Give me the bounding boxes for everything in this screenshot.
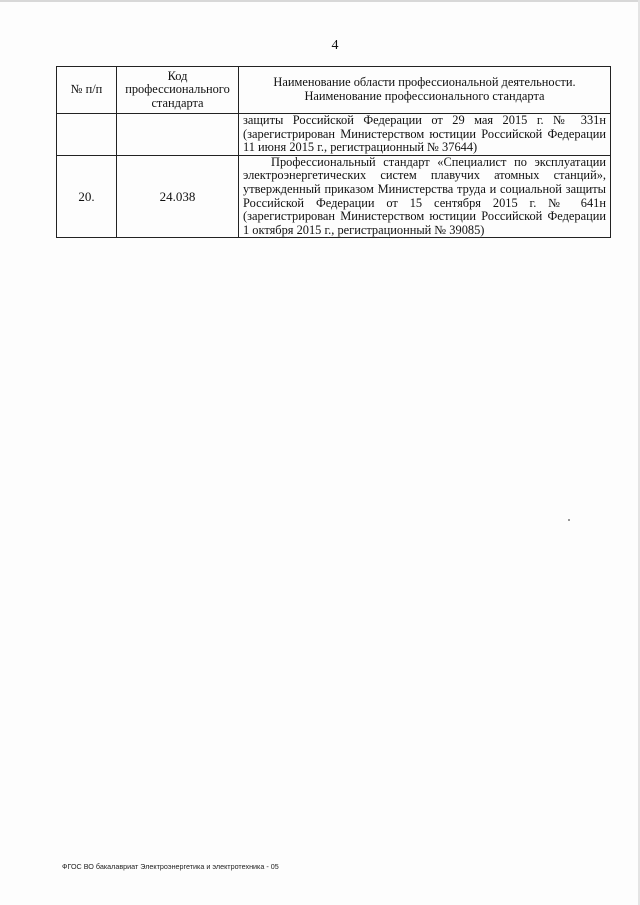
row-text: защиты Российской Федерации от 29 мая 2015 г. № 331н (зарегистрирован Министерством юстиции Российской Федерации 11 июня 2015 г., регистрационный № 37644) — [239, 114, 611, 156]
row-number — [57, 114, 117, 156]
standards-table — [56, 66, 611, 238]
header-name — [239, 67, 611, 114]
row-text — [239, 155, 611, 238]
table-row — [57, 155, 611, 238]
header-code: Код профессионального стандарта — [117, 67, 239, 114]
row-code — [117, 114, 239, 156]
table-header-row — [57, 67, 611, 114]
header-number: № п/п — [57, 67, 117, 114]
row-code: 24.038 — [117, 155, 239, 238]
scan-speck — [568, 519, 570, 521]
row-number: 20. — [57, 155, 117, 238]
row-text-content: Профессиональный стандарт «Специалист по эксплуатации электроэнергетических систем плавучих атомных станций», утвержденный приказом Министерства труда и социальной защиты Российской Федерации от 15 сентября 2015 г. № 641н (зарегистрирован Министерством юстиции Российской Федерации 1 октября 2015 г., регистрационный № 39085) — [243, 154, 606, 237]
page-footer: ФГОС ВО бакалавриат Электроэнергетика и электротехника - 05 — [62, 862, 279, 871]
table-row — [57, 114, 611, 156]
header-name-line1: Наименование области профессиональной деятельности. — [273, 75, 576, 90]
header-name-line2: Наименование профессионального стандарта — [304, 89, 545, 103]
scan-edge-top — [0, 0, 640, 2]
page-number: 4 — [331, 38, 339, 53]
